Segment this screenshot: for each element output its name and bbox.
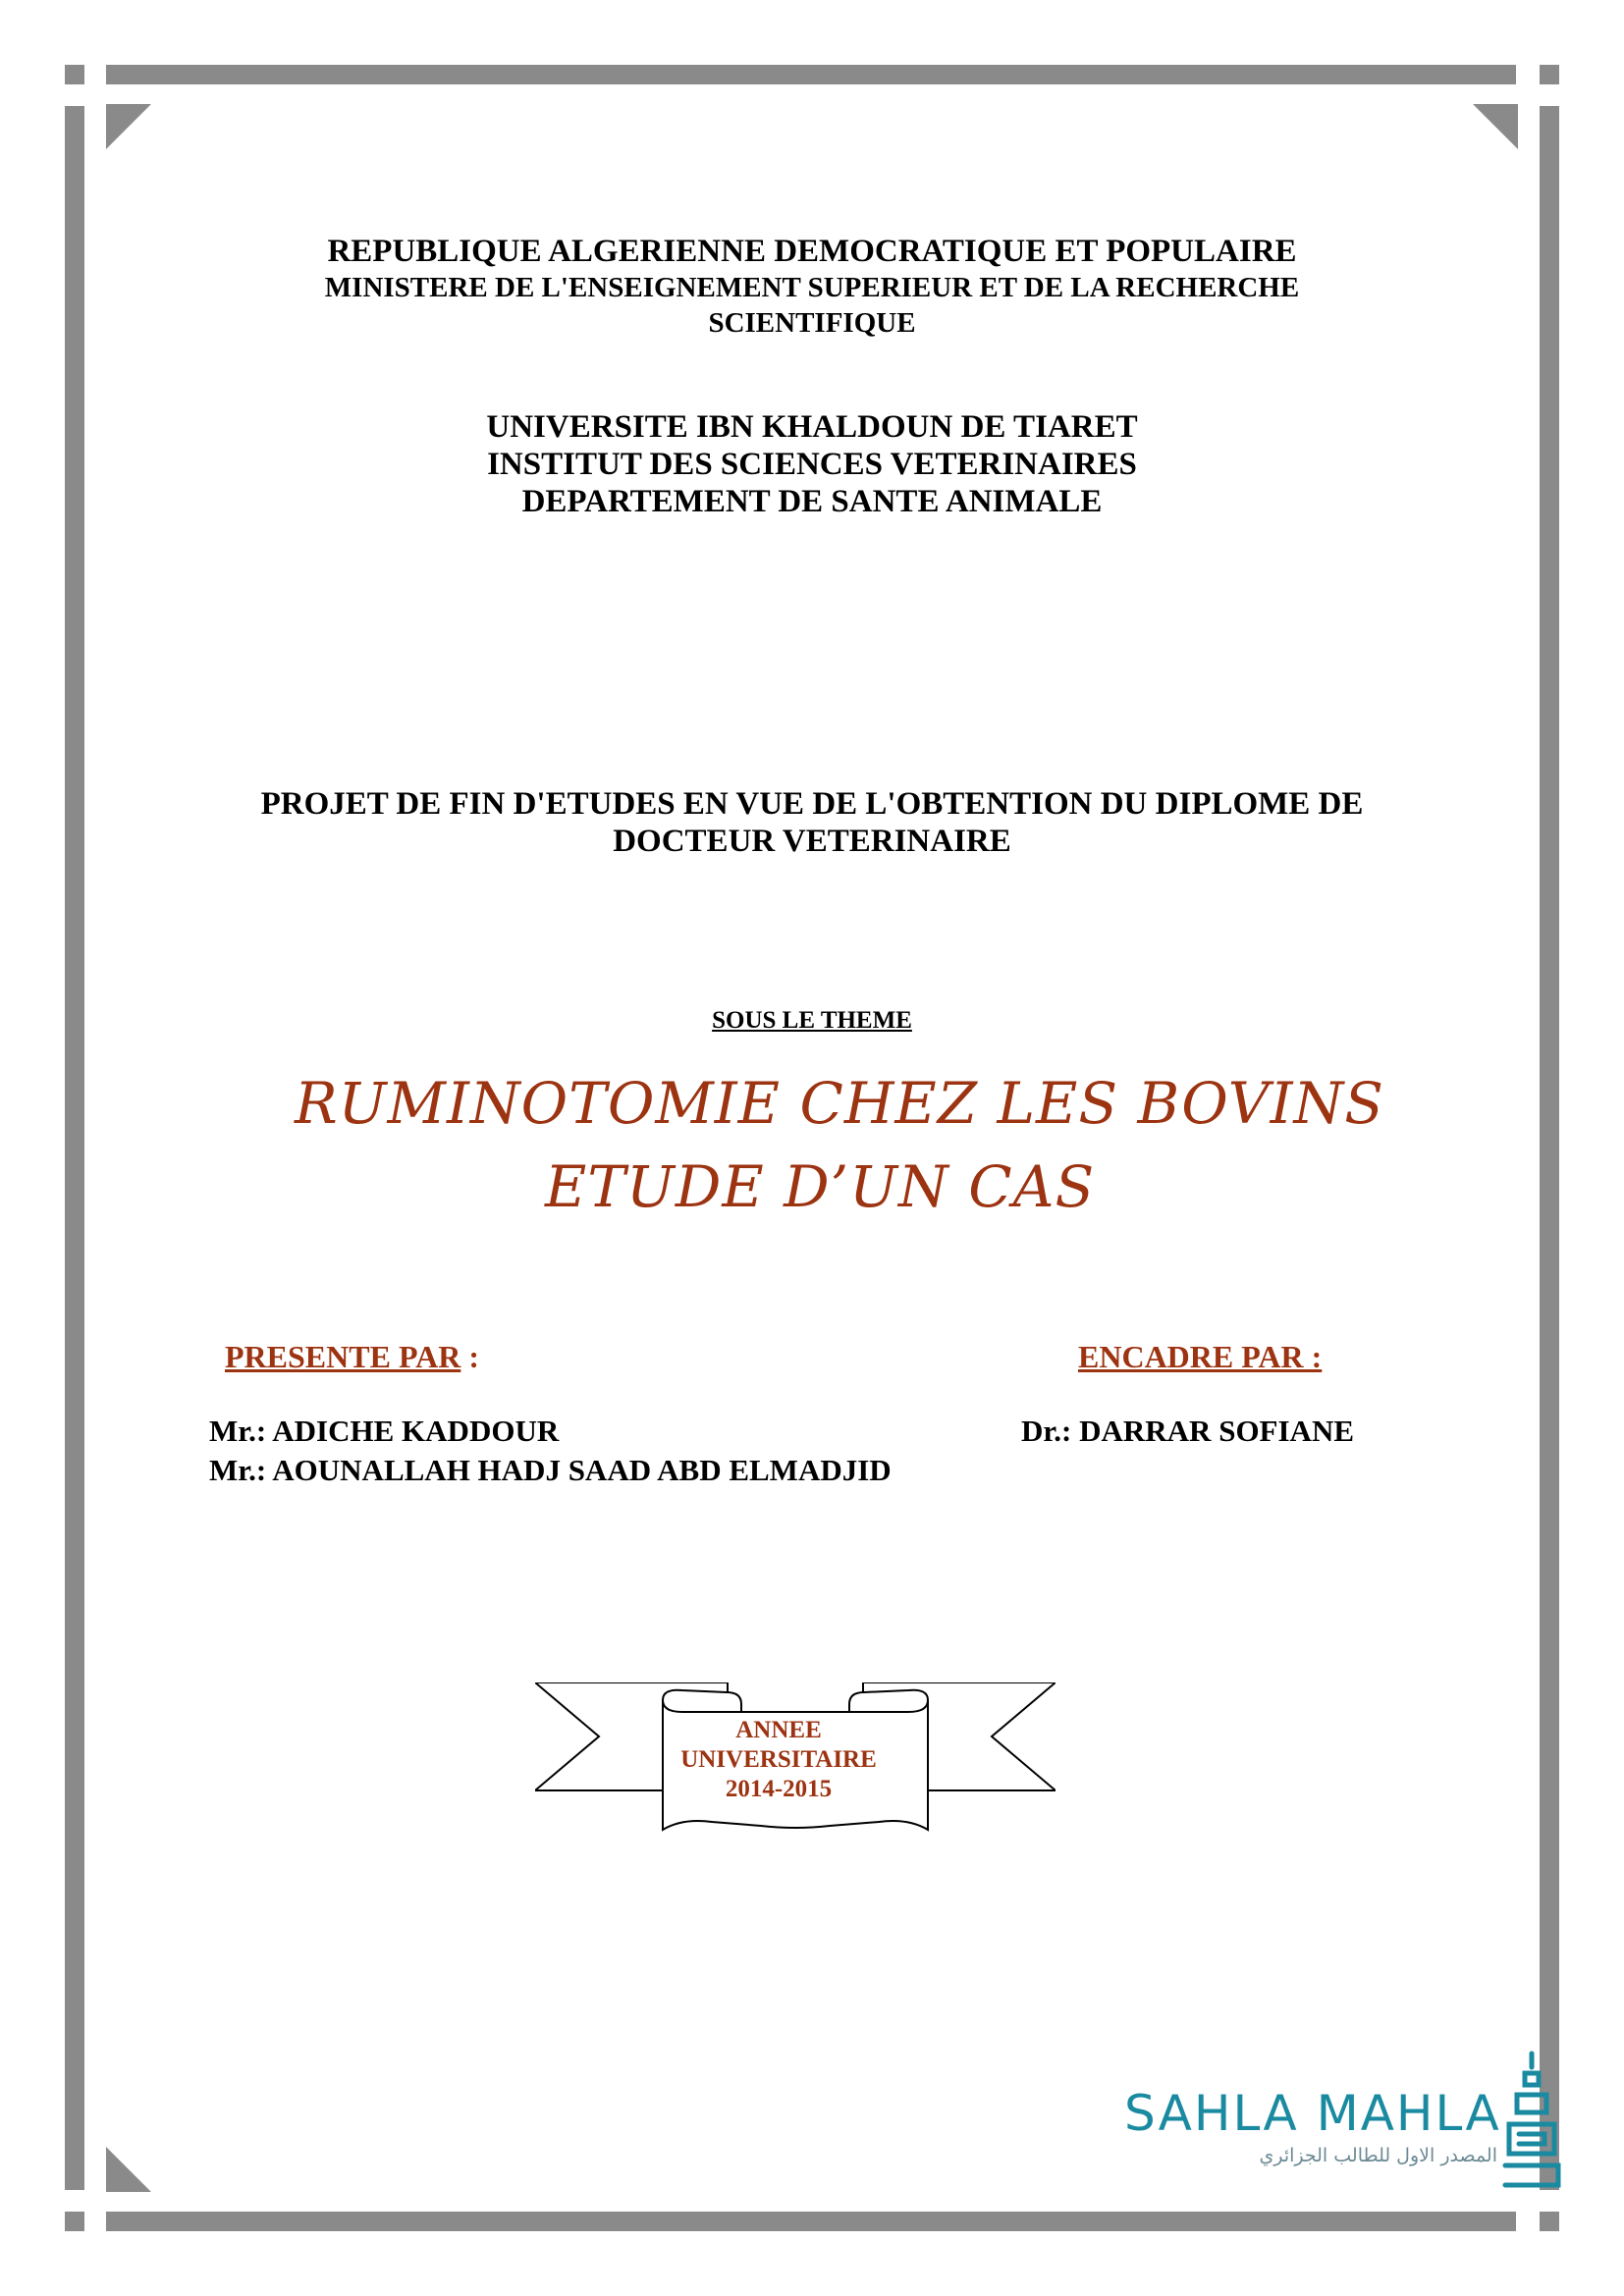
institution-block <box>147 408 1477 520</box>
project-line-2: DOCTEUR VETERINAIRE <box>613 824 1011 859</box>
frame-corner-bottom-left <box>65 2212 84 2231</box>
logo-wordmark: SAHLA MAHLA <box>1124 2085 1501 2142</box>
frame-triangle-bottom-left <box>106 2147 151 2192</box>
logo-tagline: المصدر الاول للطالب الجزائري <box>1259 2145 1497 2166</box>
title-line-2: ETUDE D’UN CAS <box>545 1153 1096 1220</box>
author-2: Mr.: AOUNALLAH HADJ SAAD ABD ELMADJID <box>209 1453 892 1487</box>
frame-corner-top-left <box>65 65 84 84</box>
ministry-line-2: SCIENTIFIQUE <box>708 307 916 339</box>
ministry-line-1: MINISTERE DE L'ENSEIGNEMENT SUPERIEUR ET DE LA RECHERCHE <box>324 272 1300 303</box>
institute-line: INSTITUT DES SCIENCES VETERINAIRES <box>487 447 1137 482</box>
presented-by-label <box>225 1339 479 1375</box>
frame-corner-top-right <box>1540 65 1559 84</box>
year-ribbon-line-2: UNIVERSITAIRE <box>680 1746 877 1773</box>
theme-label: SOUS LE THEME <box>712 1007 912 1034</box>
supervised-by-text: ENCADRE PAR : <box>1078 1339 1323 1374</box>
frame-right-bar <box>1540 106 1559 2190</box>
year-ribbon-text <box>666 1716 892 1804</box>
frame-bottom-bar <box>106 2212 1516 2231</box>
frame-triangle-top-left <box>106 104 151 149</box>
frame-corner-bottom-right <box>1540 2212 1559 2231</box>
logo-calligraphy-icon <box>1497 2046 1566 2193</box>
year-ribbon-line-3: 2014-2015 <box>725 1776 833 1802</box>
project-line-1: PROJET DE FIN D'ETUDES EN VUE DE L'OBTENTION DU DIPLOME DE <box>260 786 1364 822</box>
supervisor-name: Dr.: DARRAR SOFIANE <box>1021 1414 1355 1448</box>
author-1: Mr.: ADICHE KADDOUR <box>209 1414 560 1448</box>
frame-top-bar <box>106 65 1516 84</box>
frame-triangle-top-right <box>1473 104 1518 149</box>
presented-by-text: PRESENTE PAR <box>225 1339 461 1374</box>
header-block <box>147 233 1477 341</box>
republic-line: REPUBLIQUE ALGERIENNE DEMOCRATIQUE ET POPULAIRE <box>327 234 1297 269</box>
year-ribbon-line-1: ANNEE <box>735 1717 822 1743</box>
supervised-by-label <box>1078 1339 1322 1375</box>
frame-left-bar <box>65 106 84 2190</box>
university-line: UNIVERSITE IBN KHALDOUN DE TIARET <box>486 409 1138 445</box>
department-line: DEPARTEMENT DE SANTE ANIMALE <box>521 484 1103 519</box>
project-block <box>147 785 1477 860</box>
presented-by-colon: : <box>460 1339 479 1374</box>
title-line-1: RUMINOTOMIE CHEZ LES BOVINS <box>295 1070 1385 1137</box>
